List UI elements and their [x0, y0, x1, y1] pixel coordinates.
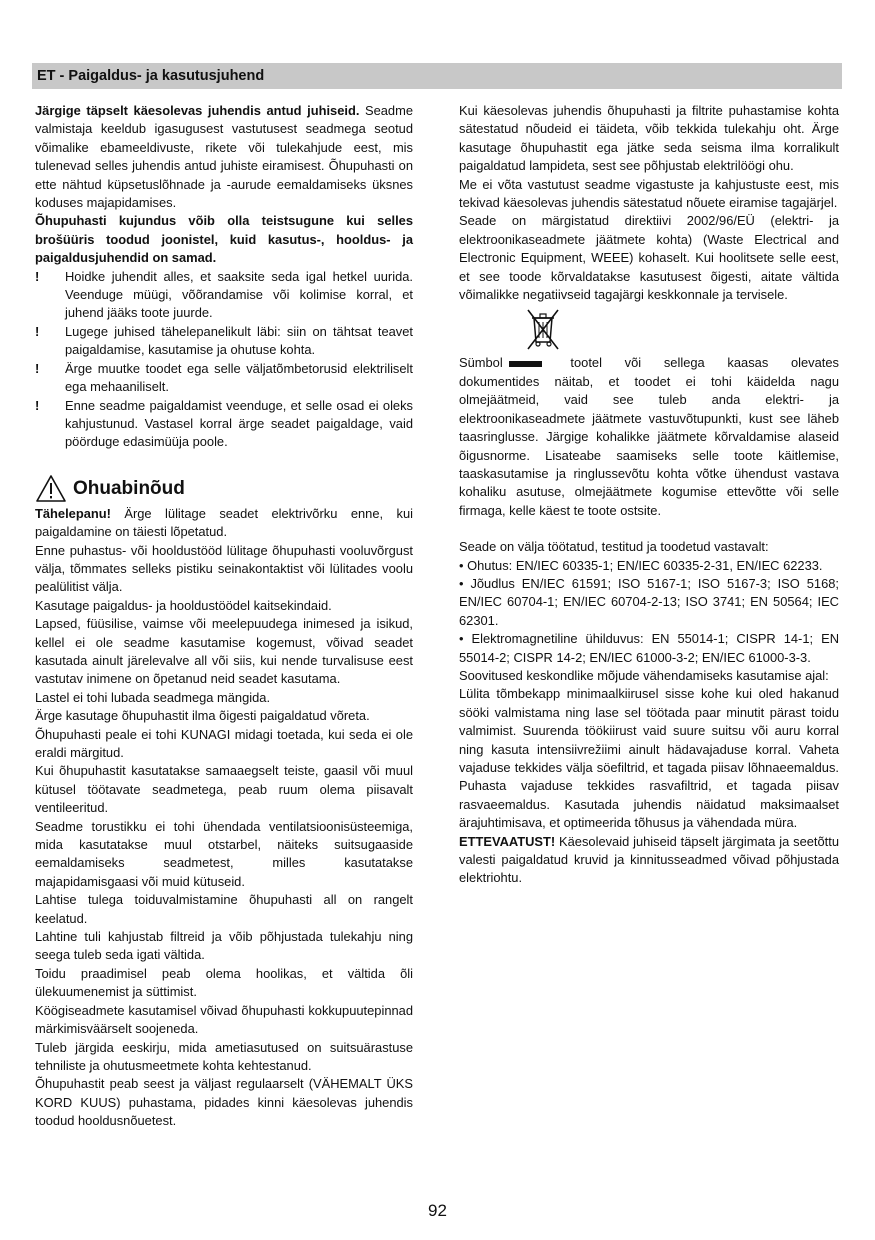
- safety-paragraph: Kui õhupuhastit kasutatakse samaaegselt teiste, gaasil või muul kütusel töötavate seadmetega, peab ruum olema piisavalt ventileeritud.: [35, 763, 413, 816]
- attention-text: Ärge lülitage seadet elektrivõrku enne, kui paigaldamine on täiesti lõpetatud.: [35, 505, 413, 540]
- bullet-text: Ärge muutke toodet ega selle väljatõmbetorusid elektriliselt ega mehaaniliselt.: [65, 360, 413, 395]
- safety-paragraph: Toidu praadimisel peab olema hoolikas, et vältida õli ülekuumenemist ja süttimist.: [35, 965, 413, 1000]
- safety-paragraph: Õhupuhasti peale ei tohi KUNAGI midagi toetada, kui seda ei ole eraldi märgitud.: [35, 726, 413, 760]
- intro-paragraph: [35, 102, 413, 212]
- symbol-word: Sümbol: [459, 355, 503, 371]
- left-column: [35, 102, 413, 1131]
- bullet-item: [35, 268, 413, 323]
- caution-paragraph: [459, 833, 839, 888]
- safety-paragraph: Lahtise tulega toiduvalmistamine õhupuhasti all on rangelt keelatud.: [35, 892, 413, 926]
- caution-text: Käesolevaid juhiseid täpselt järgimata ja seetõttu valesti paigaldatud kruvid ja kinnitusseadmed võivad põhjustada elektriohtu.: [459, 833, 839, 886]
- section-header-bar: [32, 63, 842, 89]
- fire-risk-paragraph: Kui käesolevas juhendis õhupuhasti ja filtrite puhastamise kohta sätestatud nõudeid ei täideta, võib tekkida tulekahju oht. Ärge kasutage õhupuhastit ega jätke seda seisma ilma korralikult paigaldatud lampideta, sest see põhjustab elektrilöögi ohu.: [459, 103, 839, 174]
- safety-section-heading: [35, 474, 413, 504]
- safety-paragraph: Köögiseadmete kasutamisel võivad õhupuhasti kokkupuutepinnad märkimisväärselt soojeneda.: [35, 1002, 413, 1037]
- attention-paragraph: [35, 505, 413, 542]
- section-title: Ohuabinõud: [73, 477, 185, 499]
- safety-paragraph: Ärge kasutage õhupuhastit ilma õigesti paigaldatud võreta.: [35, 708, 370, 724]
- safety-paragraph: Seadme torustikku ei tohi ühendada ventilatsioonisüsteemiga, mida kasutatakse muul otstarbel, näiteks suitsugaaside eemaldamiseks seadmetest, milles kasutatakse majapidamisgaasi või muid kütuseid.: [35, 818, 413, 889]
- recommendations-paragraph: Lülita tõmbekapp minimaalkiirusel sisse kohe kui oled hakanud sööki valmistama ning lase sel töötada paar minutit pärast toidu valmimist. Suurenda töökiirust vaid suure suitsu või auru korral ning kasuta intensiivrežiimi ainult hädavajaduse korral. Vaheta vajaduse tekkides välja söefiltrid, et tagada piisav lõhnaeemaldus. Puhasta vajaduse tekkides rasvafiltrid, et tagada piisav rasvaeemaldus. Kasutada juhendis näidatud maksimaalset ärajuhtimisava, et optimeerida tõhusus ja vähendada müra.: [459, 686, 839, 831]
- intro-bold: Järgige täpselt käesolevas juhendis antud juhiseid.: [35, 103, 360, 118]
- intro-text: Seadme valmistaja keeldub igasugusest vastutusest seadmega seotud võimalike ebameeldivuste, rikete või tulekahjude eest, mis tulenevad selles juhendis antud juhiste eiramisest. Õhupuhasti on ette nähtud küpsetuslõhnade ja -aurude eemaldamiseks üksnes koduses majapidamises.: [35, 103, 413, 211]
- crossed-out-wheelie-bin-icon: [523, 306, 563, 352]
- symbol-word: tootel: [570, 355, 602, 371]
- intro-design-note: Õhupuhasti kujundus võib olla teistsugune kui selles brošüüris toodud joonistel, kuid kasutus-, hooldus- ja paigaldusjuhendid on samad.: [35, 213, 413, 266]
- standards-intro: Seade on välja töötatud, testitud ja toodetud vastavalt:: [459, 539, 769, 555]
- liability-paragraph: Me ei võta vastutust seadme vigastuste ja kahjustuste eest, mis tekivad käesolevas juhendis sätestatud nõuete eiramise tagajärjel.: [459, 176, 839, 211]
- safety-paragraph: Lapsed, füüsilise, vaimse või meelepuudega inimesed ja isikud, kellel ei ole seadme kasutamise kogemust, võivad seadet kasutada ainult järelevalve all või siis, kui nende turvalisuse eest vastutav inimene on õpetanud neid seadet kasutama.: [35, 616, 413, 687]
- symbol-line: [459, 354, 839, 372]
- attention-bold: Tähelepanu!: [35, 505, 111, 521]
- bullet-text: Hoidke juhendit alles, et saaksite seda igal hetkel uurida. Veenduge müügi, võõrandamise või kolimise korral, et juhend jääks toote juurde.: [65, 268, 413, 321]
- exclamation-mark: !: [35, 397, 40, 413]
- symbol-word: olevates: [790, 355, 839, 371]
- bullet-item: [35, 360, 413, 397]
- bullet-text: Lugege juhised tähelepanelikult läbi: siin on tähtsat teavet paigaldamise, kasutamise ja ohutuse kohta.: [65, 323, 413, 358]
- exclamation-mark: !: [35, 268, 40, 284]
- symbol-word: sellega: [663, 355, 705, 371]
- weee-symbol-area: [459, 306, 839, 352]
- page-number: 92: [428, 1201, 447, 1220]
- exclamation-mark: !: [35, 360, 40, 376]
- safety-paragraph: Tuleb järgida eeskirju, mida ametiasutused on suitsuärastuse tehniliste ja ohutusmeetmete kohta kehtestanud.: [35, 1039, 413, 1073]
- black-bar-symbol: [509, 361, 542, 367]
- warning-triangle-icon: [35, 474, 67, 504]
- symbol-paragraph: dokumentides näitab, et toodet ei tohi käidelda nagu olmejäätmeid, vaid see tuleb anda elektri- ja elektroonikaseadmete jäätmete vastuvõtupunkti, kust see läheb taasringlusse. Järgige kohalikke jäätmete kõrvaldamise alaseid õigusnorme. Lisateabe saamiseks selle toote käitlemise, taaskasutamise ja ringlussevõtu kohta võtke ühendust vastava kohaliku asutuse, olmejäätmete kogumise ettevõtte või selle firmaga, kelle käest te toote ostsite.: [459, 373, 839, 518]
- safety-paragraph: Enne puhastus- või hooldustööd lülitage õhupuhasti vooluvõrgust välja, tõmmates selleks pistiku seinakontaktist või lülitades voolu pealülitist välja.: [35, 542, 413, 595]
- bullet-item: [35, 397, 413, 452]
- standards-item: • Jõudlus EN/IEC 61591; ISO 5167-1; ISO 5167-3; ISO 5168; EN/IEC 60704-1; EN/IEC 60704-2-13; ISO 3741; EN 50564; IEC 62301.: [459, 575, 839, 628]
- standards-item: • Ohutus: EN/IEC 60335-1; EN/IEC 60335-2-31, EN/IEC 62233.: [459, 557, 823, 573]
- exclamation-mark: !: [35, 323, 40, 339]
- page-title: ET - Paigaldus- ja kasutusjuhend: [37, 68, 265, 84]
- right-column: [459, 102, 839, 888]
- caution-bold: ETTEVAATUST!: [459, 833, 556, 849]
- weee-paragraph: Seade on märgistatud direktiivi 2002/96/EÜ (elektri- ja elektroonikaseadmete jäätmete kohta) (Waste Electrical and Electronic Equipment, WEEE) kohaselt. Kui hoolitsete selle eest, et see toode kõrvaldatakse kasutusest õigesti, aitate vältida võimalikke negatiivseid tagajärgi keskkonnale ja tervisele.: [459, 213, 839, 303]
- symbol-word: kaasas: [727, 355, 769, 371]
- symbol-word: või: [624, 355, 642, 371]
- safety-paragraph: Lastel ei tohi lubada seadmega mängida.: [35, 689, 271, 705]
- recommendations-heading: Soovitused keskondlike mõjude vähendamiseks kasutamise ajal:: [459, 667, 829, 683]
- bullet-text: Enne seadme paigaldamist veenduge, et selle osad ei oleks kahjustunud. Vastasel korral ärge seadet paigaldage, vaid pöörduge edasimüüja poole.: [65, 397, 413, 450]
- safety-paragraph: Õhupuhastit peab seest ja väljast regulaarselt (VÄHEMALT ÜKS KORD KUUS) puhastama, pidades kinni käesolevas juhendis toodud hooldusnõuetest.: [35, 1076, 413, 1129]
- safety-paragraph: Lahtine tuli kahjustab filtreid ja võib põhjustada tulekahju ning seega tuleb seda igati vältida.: [35, 929, 413, 963]
- safety-paragraph: Kasutage paigaldus- ja hooldustöödel kaitsekindaid.: [35, 597, 332, 613]
- standards-item: • Elektromagnetiline ühilduvus: EN 55014-1; CISPR 14-1; EN 55014-2; CISPR 14-2; EN/IEC 61000-3-2; EN/IEC 61000-3-3.: [459, 631, 839, 665]
- bullet-item: [35, 323, 413, 360]
